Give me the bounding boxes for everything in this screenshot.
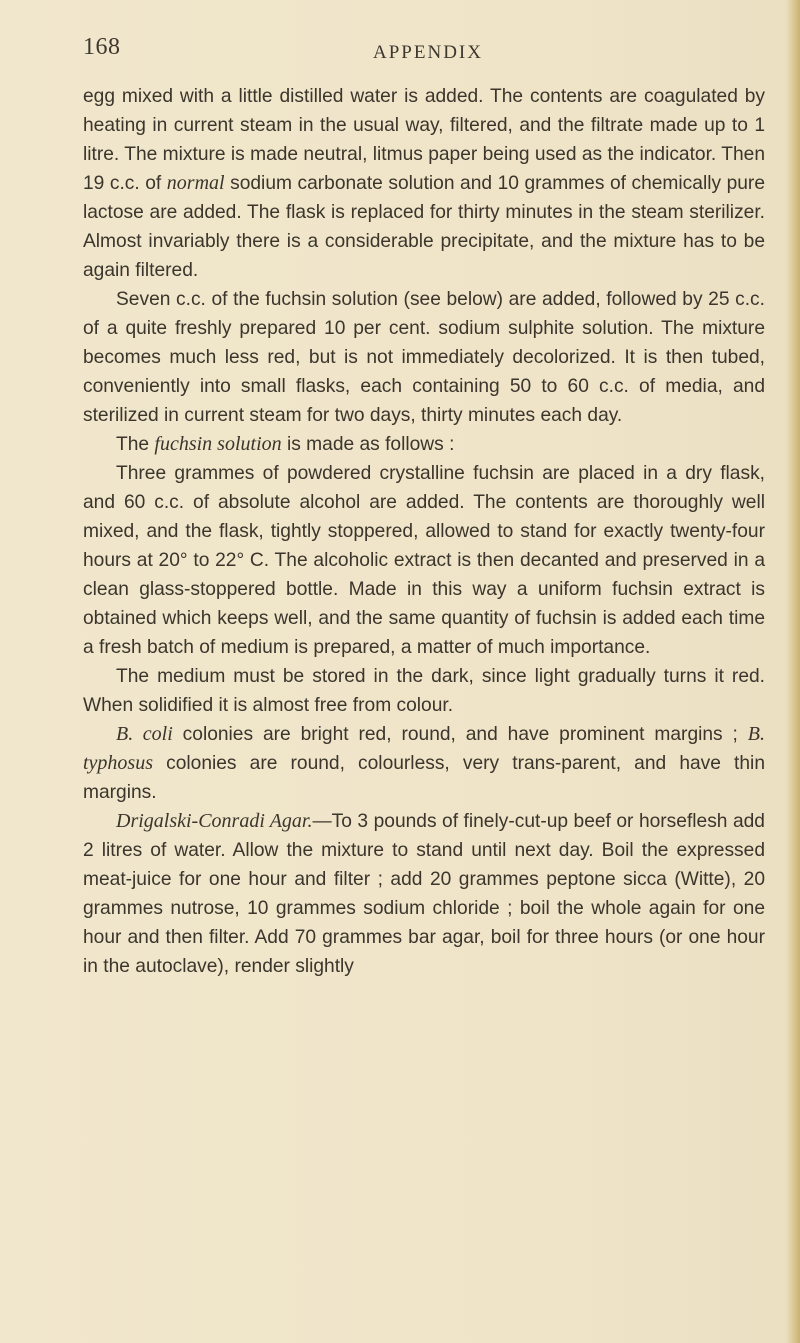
page-header bbox=[83, 28, 773, 68]
text-run: sodium carbonate solution and 10 grammes of chemically pure lactose are added. The flask is replaced for thirty minutes in the steam sterilizer. Almost invariably there is a considerable precipitate, and the mixture has to be again filtered. bbox=[83, 173, 765, 281]
italic-text: B. coli bbox=[116, 723, 173, 745]
text-run: colonies are round, colourless, very trans-parent, and have thin margins. bbox=[83, 753, 765, 803]
page-edge bbox=[786, 0, 800, 1343]
text-run: is made as follows : bbox=[281, 434, 455, 455]
text-run: Seven c.c. of the fuchsin solution (see below) are added, followed by 25 c.c. of a quite freshly prepared 10 per cent. sodium sulphite solution. The mixture becomes much less red, but is not immediately decolorized. It is then tubed, conveniently into small flasks, each containing 50 to 60 c.c. of media, and sterilized in current steam for two days, thirty minutes each day. bbox=[83, 289, 765, 426]
paragraph bbox=[83, 82, 765, 285]
body-text bbox=[83, 82, 765, 981]
text-run: egg mixed with a little distilled water is added. The contents are coagulated by heating in current steam in the usual way, filtered, and the filtrate made up to 1 litre. The mixture is made neutral, litmus paper being used as the indicator. Then 19 c.c. of bbox=[83, 86, 765, 194]
page-number: 168 bbox=[83, 34, 121, 60]
text-run: —To 3 pounds of finely-cut-up beef or horseflesh add 2 litres of water. Allow the mixture to stand until next day. Boil the expressed meat-juice for one hour and filter ; add 20 grammes peptone sicca (Witte), 20 grammes nutrose, 10 grammes sodium chloride ; boil the whole again for one hour and then filter. Add 70 grammes bar agar, boil for three hours (or one hour in the autoclave), render slightly bbox=[83, 811, 765, 977]
paragraph bbox=[83, 662, 765, 720]
text-run: The medium must be stored in the dark, since light gradually turns it red. When solidified it is almost free from colour. bbox=[83, 666, 765, 716]
paragraph bbox=[83, 285, 765, 430]
paragraph bbox=[83, 807, 765, 981]
italic-text: normal bbox=[166, 172, 225, 194]
text-run: Three grammes of powdered crystalline fuchsin are placed in a dry flask, and 60 c.c. of absolute alcohol are added. The contents are thoroughly well mixed, and the flask, tightly stoppered, allowed to stand for exactly twenty-four hours at 20° to 22° C. The alcoholic extract is then decanted and preserved in a clean glass-stoppered bottle. Made in this way a uniform fuchsin extract is obtained which keeps well, and the same quantity of fuchsin is added each time a fresh batch of medium is prepared, a matter of much importance. bbox=[83, 463, 765, 658]
text-run: The bbox=[116, 434, 155, 455]
italic-text: Drigalski-Conradi Agar. bbox=[116, 810, 313, 832]
paragraph bbox=[83, 720, 765, 807]
text-run: colonies are bright red, round, and have prominent margins ; bbox=[172, 724, 748, 745]
paragraph bbox=[83, 430, 765, 459]
running-head: APPENDIX bbox=[373, 42, 483, 63]
paragraph bbox=[83, 459, 765, 662]
italic-text: fuchsin solution bbox=[154, 433, 282, 455]
italic-text: B. typhosus bbox=[83, 723, 765, 774]
